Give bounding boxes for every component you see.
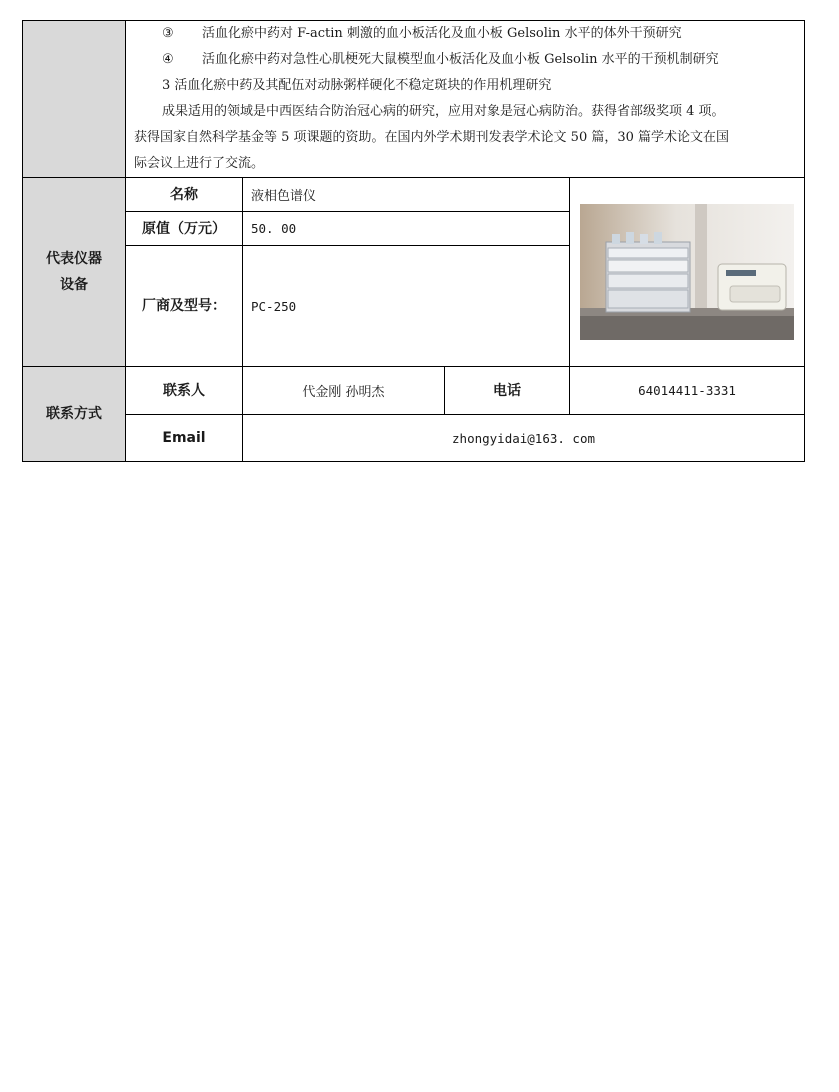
equipment-label-line-2: 设备 [60,277,88,293]
contact-email-row [23,415,805,462]
person-value: 代金刚 孙明杰 [243,367,445,415]
hplc-instrument-photo-icon [580,204,794,340]
info-table [22,20,805,462]
results-para-line-3: 际会议上进行了交流。 [134,156,265,171]
phone-value: 64014411-3331 [570,367,805,415]
item-3-marker: ③ [162,26,174,41]
phone-label: 电话 [445,367,570,415]
results-row [23,21,805,178]
maker-label: 厂商及型号： [126,246,243,367]
results-item-3 [134,21,796,47]
name-value: 液相色谱仪 [243,178,570,212]
results-text-cell [126,21,805,178]
contact-person-row [23,367,805,415]
equipment-section-label [23,178,126,367]
item-4-text: 活血化瘀中药对急性心肌梗死大鼠模型血小板活化及血小板 Gelsolin 水平的干预机制研究 [202,52,719,67]
person-label: 联系人 [126,367,243,415]
email-label: Email [126,415,243,462]
results-para-line-2: 获得国家自然科学基金等 5 项课题的资助。在国内外学术期刊发表学术论文 50 篇，30 篇学术论文在国 [134,130,730,145]
item-3-text: 活血化瘀中药对 F-actin 刺激的血小板活化及血小板 Gelsolin 水平的体外干预研究 [202,26,682,41]
results-para-line-1: 成果适用的领域是中西医结合防治冠心病的研究，应用对象是冠心病防治。获得省部级奖项 4 项。 [162,104,725,119]
price-value: 50. 00 [243,212,570,246]
price-label: 原值（万元） [126,212,243,246]
results-item-4 [134,47,796,73]
maker-value: PC-250 [243,246,570,367]
item-4-marker: ④ [162,52,174,67]
name-label: 名称 [126,178,243,212]
results-label-cell [23,21,126,178]
email-value[interactable]: zhongyidai@163. com [243,415,805,462]
equipment-name-row [23,178,805,212]
contact-section-label: 联系方式 [23,367,126,462]
equipment-photo-cell [570,178,805,367]
equipment-label-line-1: 代表仪器 [46,251,102,267]
results-line-5: 3 活血化瘀中药及其配伍对动脉粥样硬化不稳定斑块的作用机理研究 [162,78,552,93]
